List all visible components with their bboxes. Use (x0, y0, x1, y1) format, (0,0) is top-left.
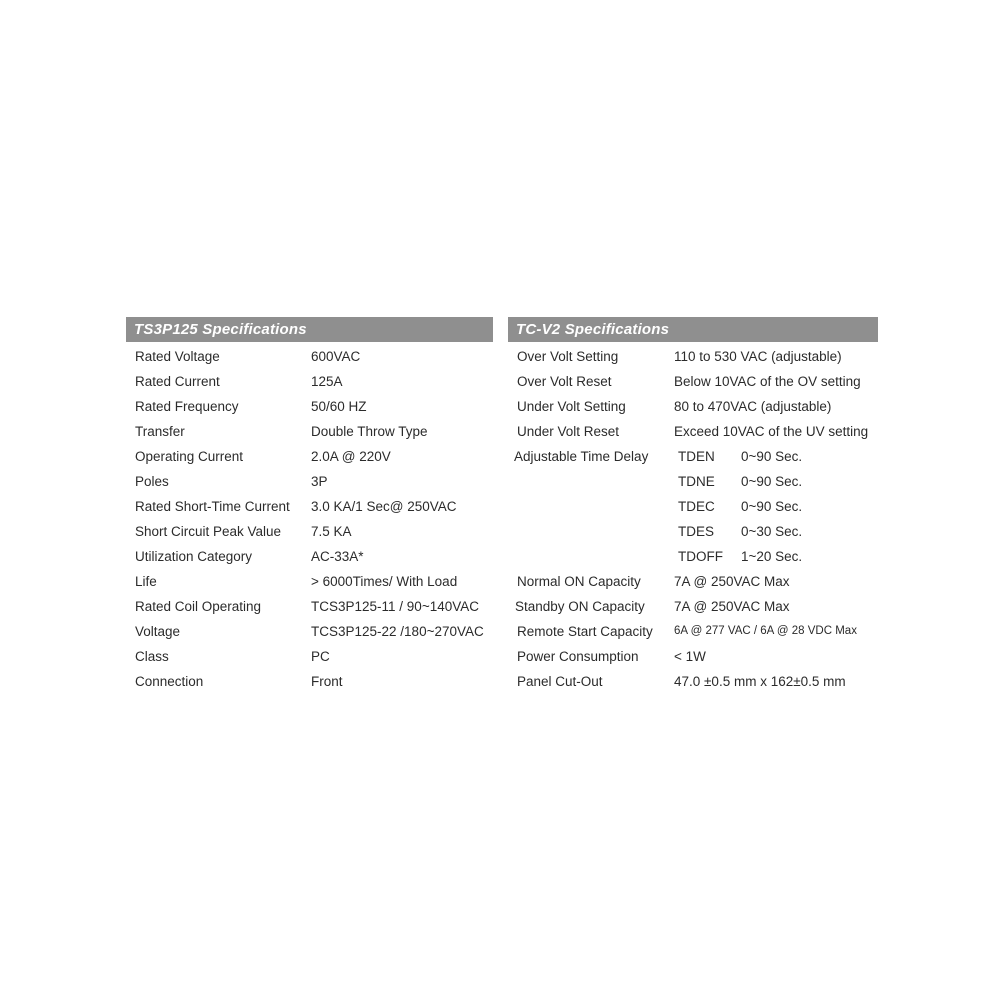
spec-value: 110 to 530 VAC (adjustable) (674, 349, 842, 364)
spec-value: Front (311, 674, 343, 689)
delay-value: 0~90 Sec. (741, 499, 803, 514)
table-row (508, 569, 878, 594)
spec-value: Double Throw Type (311, 424, 428, 439)
table-row (508, 644, 878, 669)
table-row (126, 669, 493, 694)
delay-value: 1~20 Sec. (741, 549, 803, 564)
spec-value: < 1W (674, 649, 706, 664)
delay-name: TDNE (678, 474, 715, 489)
table-row (508, 344, 878, 369)
spec-value: PC (311, 649, 330, 664)
spec-value: 7A @ 250VAC Max (674, 599, 790, 614)
tc-v2-rows (508, 344, 878, 694)
spec-label: Life (135, 574, 157, 589)
spec-label: Short Circuit Peak Value (135, 524, 282, 539)
table-row (126, 419, 493, 444)
delay-name: TDOFF (678, 549, 723, 564)
table-row (508, 419, 878, 444)
table-row (126, 594, 493, 619)
table-row (126, 444, 493, 469)
table-row (508, 594, 878, 619)
spec-value: 47.0 ±0.5 mm x 162±0.5 mm (674, 674, 846, 689)
spec-value: > 6000Times/ With Load (311, 574, 458, 589)
spec-value: 80 to 470VAC (adjustable) (674, 399, 832, 414)
spec-label: Rated Frequency (135, 399, 239, 414)
spec-label: Under Volt Setting (517, 399, 626, 414)
table-row (126, 469, 493, 494)
table-row (508, 494, 878, 519)
spec-value: TCS3P125-11 / 90~140VAC (311, 599, 479, 614)
spec-value: 3.0 KA/1 Sec@ 250VAC (311, 499, 457, 514)
spec-value: AC-33A* (311, 549, 364, 564)
spec-value: 600VAC (311, 349, 361, 364)
tc-v2-header: TC-V2 Specifications (508, 317, 878, 342)
spec-label: Utilization Category (135, 549, 253, 564)
delay-value: 0~90 Sec. (741, 449, 803, 464)
delay-name: TDEN (678, 449, 715, 464)
spec-value: 125A (311, 374, 343, 389)
spec-value: 3P (311, 474, 328, 489)
spec-label: Rated Current (135, 374, 220, 389)
ts3p125-specifications-table (126, 317, 493, 694)
table-row (508, 394, 878, 419)
table-row (126, 369, 493, 394)
ts3p125-header: TS3P125 Specifications (126, 317, 493, 342)
spec-label: Under Volt Reset (517, 424, 620, 439)
spec-label: Adjustable Time Delay (514, 449, 649, 464)
spec-label: Rated Short-Time Current (135, 499, 290, 514)
spec-label: Panel Cut-Out (517, 674, 603, 689)
table-row (508, 619, 878, 644)
table-row (126, 519, 493, 544)
spec-label: Power Consumption (517, 649, 639, 664)
table-row (508, 544, 878, 569)
table-row (126, 394, 493, 419)
tc-v2-specifications-table (508, 317, 878, 694)
spec-value: TCS3P125-22 /180~270VAC (311, 624, 484, 639)
table-row (126, 644, 493, 669)
table-row (126, 569, 493, 594)
delay-name: TDEC (678, 499, 715, 514)
spec-value: 7A @ 250VAC Max (674, 574, 790, 589)
spec-value: 6A @ 277 VAC / 6A @ 28 VDC Max (674, 625, 857, 637)
spec-label: Standby ON Capacity (515, 599, 645, 614)
table-row (126, 494, 493, 519)
table-row (508, 669, 878, 694)
spec-value: 50/60 HZ (311, 399, 367, 414)
spec-value: Below 10VAC of the OV setting (674, 374, 861, 389)
delay-value: 0~90 Sec. (741, 474, 803, 489)
spec-label: Remote Start Capacity (517, 624, 653, 639)
spec-label: Voltage (135, 624, 181, 639)
spec-value: 7.5 KA (311, 524, 352, 539)
ts3p125-rows (126, 344, 493, 694)
spec-value: 2.0A @ 220V (311, 449, 391, 464)
spec-label: Poles (135, 474, 169, 489)
spec-label: Rated Coil Operating (135, 599, 262, 614)
table-row (126, 344, 493, 369)
spec-label: Over Volt Reset (517, 374, 612, 389)
spec-label: Over Volt Setting (517, 349, 619, 364)
table-row (126, 544, 493, 569)
delay-name: TDES (678, 524, 715, 539)
delay-value: 0~30 Sec. (741, 524, 803, 539)
spec-label: Transfer (135, 424, 185, 439)
spec-label: Rated Voltage (135, 349, 220, 364)
table-row (508, 369, 878, 394)
spec-label: Operating Current (135, 449, 244, 464)
spec-value: Exceed 10VAC of the UV setting (674, 424, 869, 439)
spec-label: Connection (135, 674, 204, 689)
spec-label: Class (135, 649, 169, 664)
table-row (508, 444, 878, 469)
table-row (508, 469, 878, 494)
spec-label: Normal ON Capacity (517, 574, 641, 589)
table-row (126, 619, 493, 644)
table-row (508, 519, 878, 544)
